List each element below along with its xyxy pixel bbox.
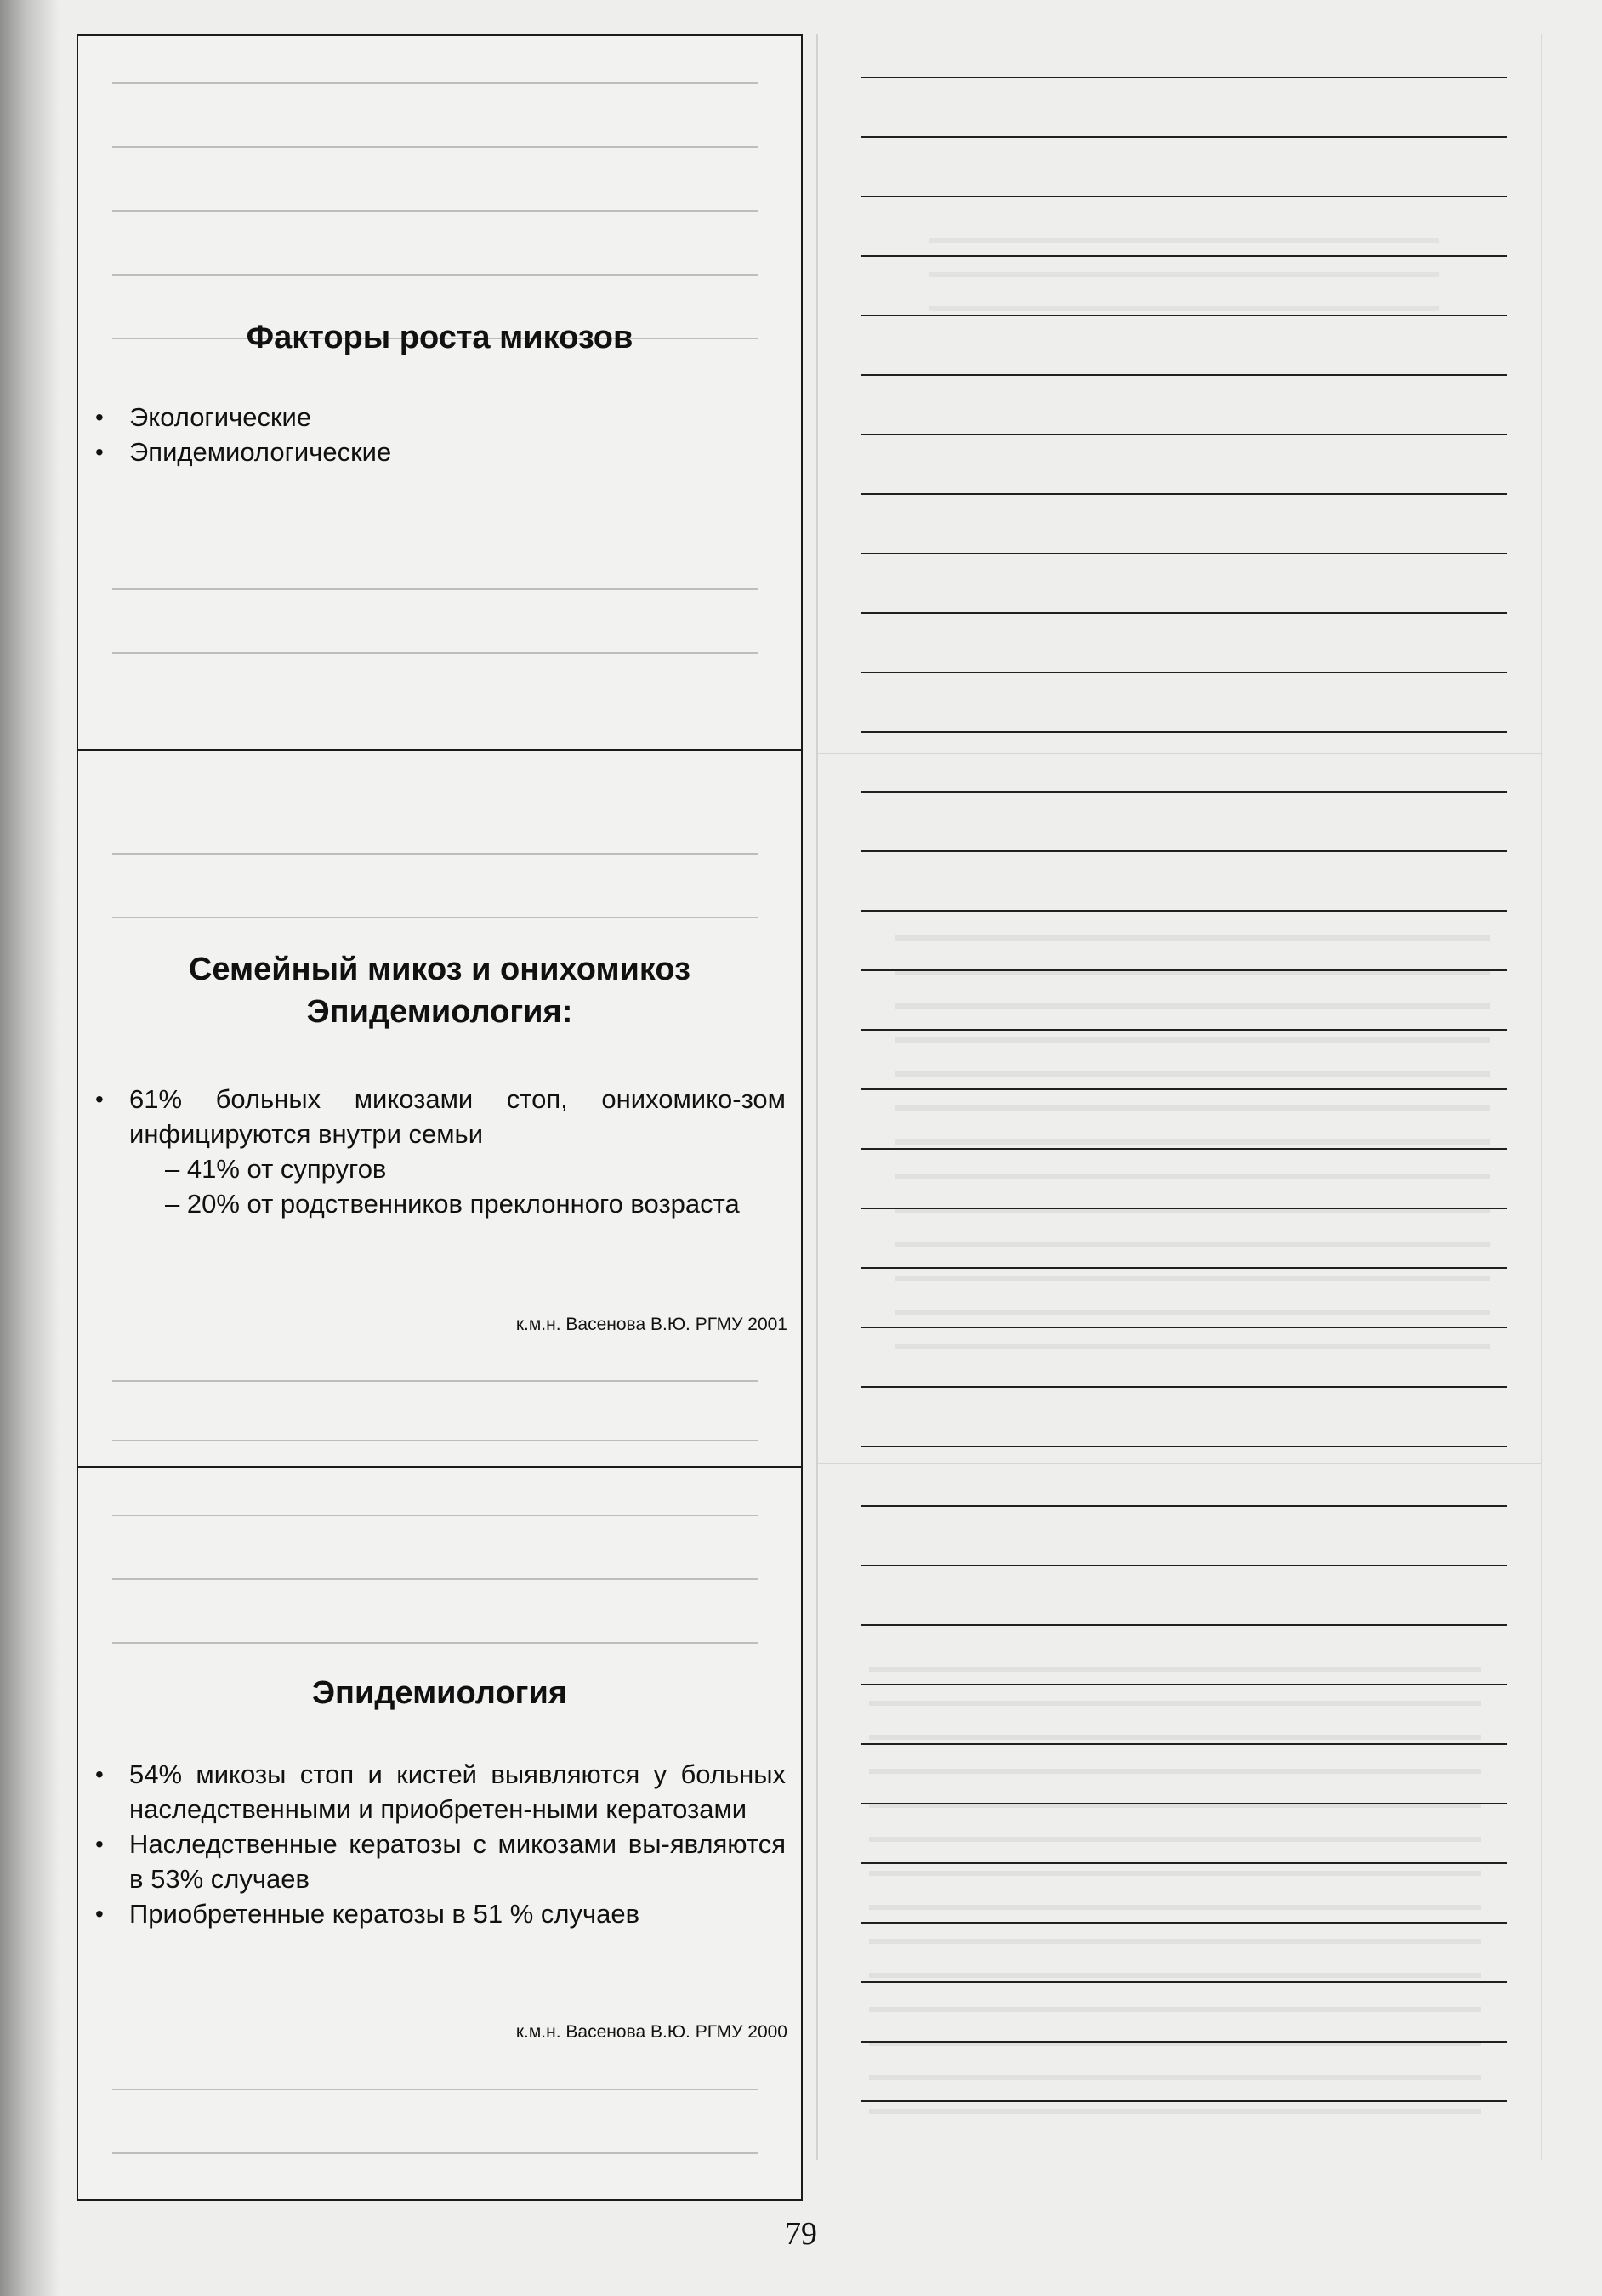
citation: к.м.н. Васенова В.Ю. РГМУ 2000 — [515, 2022, 787, 2042]
citation: к.м.н. Васенова В.Ю. РГМУ 2001 — [515, 1315, 787, 1334]
bullet-icon: • — [95, 1086, 104, 1112]
bullet-icon: • — [95, 1761, 104, 1787]
bullet-icon: • — [95, 439, 104, 465]
book-spine-shadow — [0, 0, 60, 2296]
slide-title: Семейный микоз и онихомикоз Эпидемиология: — [188, 952, 691, 1030]
list-item: • Наследственные кератозы с микозами вы-являются в 53% случаев — [87, 1827, 786, 1896]
bullet-list — [87, 1082, 786, 1221]
slides-frame — [77, 34, 803, 2201]
bullet-icon: • — [95, 1831, 104, 1857]
bullet-list — [87, 400, 786, 469]
slide-title: Эпидемиология — [311, 1675, 568, 1711]
section-divider — [818, 753, 1541, 754]
section-divider — [818, 1463, 1541, 1464]
list-item: • Приобретенные кератозы в 51 % случаев — [87, 1896, 786, 1931]
notes-column — [816, 34, 1542, 2160]
list-item: • 54% микозы стоп и кистей выявляются у больных наследственными и приобретен-ными кератозами — [87, 1757, 786, 1827]
bullet-icon: • — [95, 1901, 104, 1927]
bullet-icon: • — [95, 404, 104, 430]
sub-item: – 41% от супругов — [165, 1154, 387, 1184]
list-item: • Эпидемиологические — [87, 435, 786, 469]
slide-title: Факторы роста микозов — [246, 320, 633, 355]
page-number: 79 — [785, 2216, 817, 2252]
list-item: • Экологические — [87, 400, 786, 435]
slide-family-mycosis — [78, 751, 801, 1468]
bullet-list — [87, 1757, 786, 1931]
sub-item: – 20% от родственников преклонного возраста — [165, 1189, 740, 1219]
slide-epidemiology — [78, 1468, 801, 2199]
slide-growth-factors — [78, 36, 801, 751]
list-item: • 61% больных микозами стоп, онихомико-зом инфицируются внутри семьи – 41% от супругов – 20% от родственников преклонного возраста — [87, 1082, 786, 1221]
